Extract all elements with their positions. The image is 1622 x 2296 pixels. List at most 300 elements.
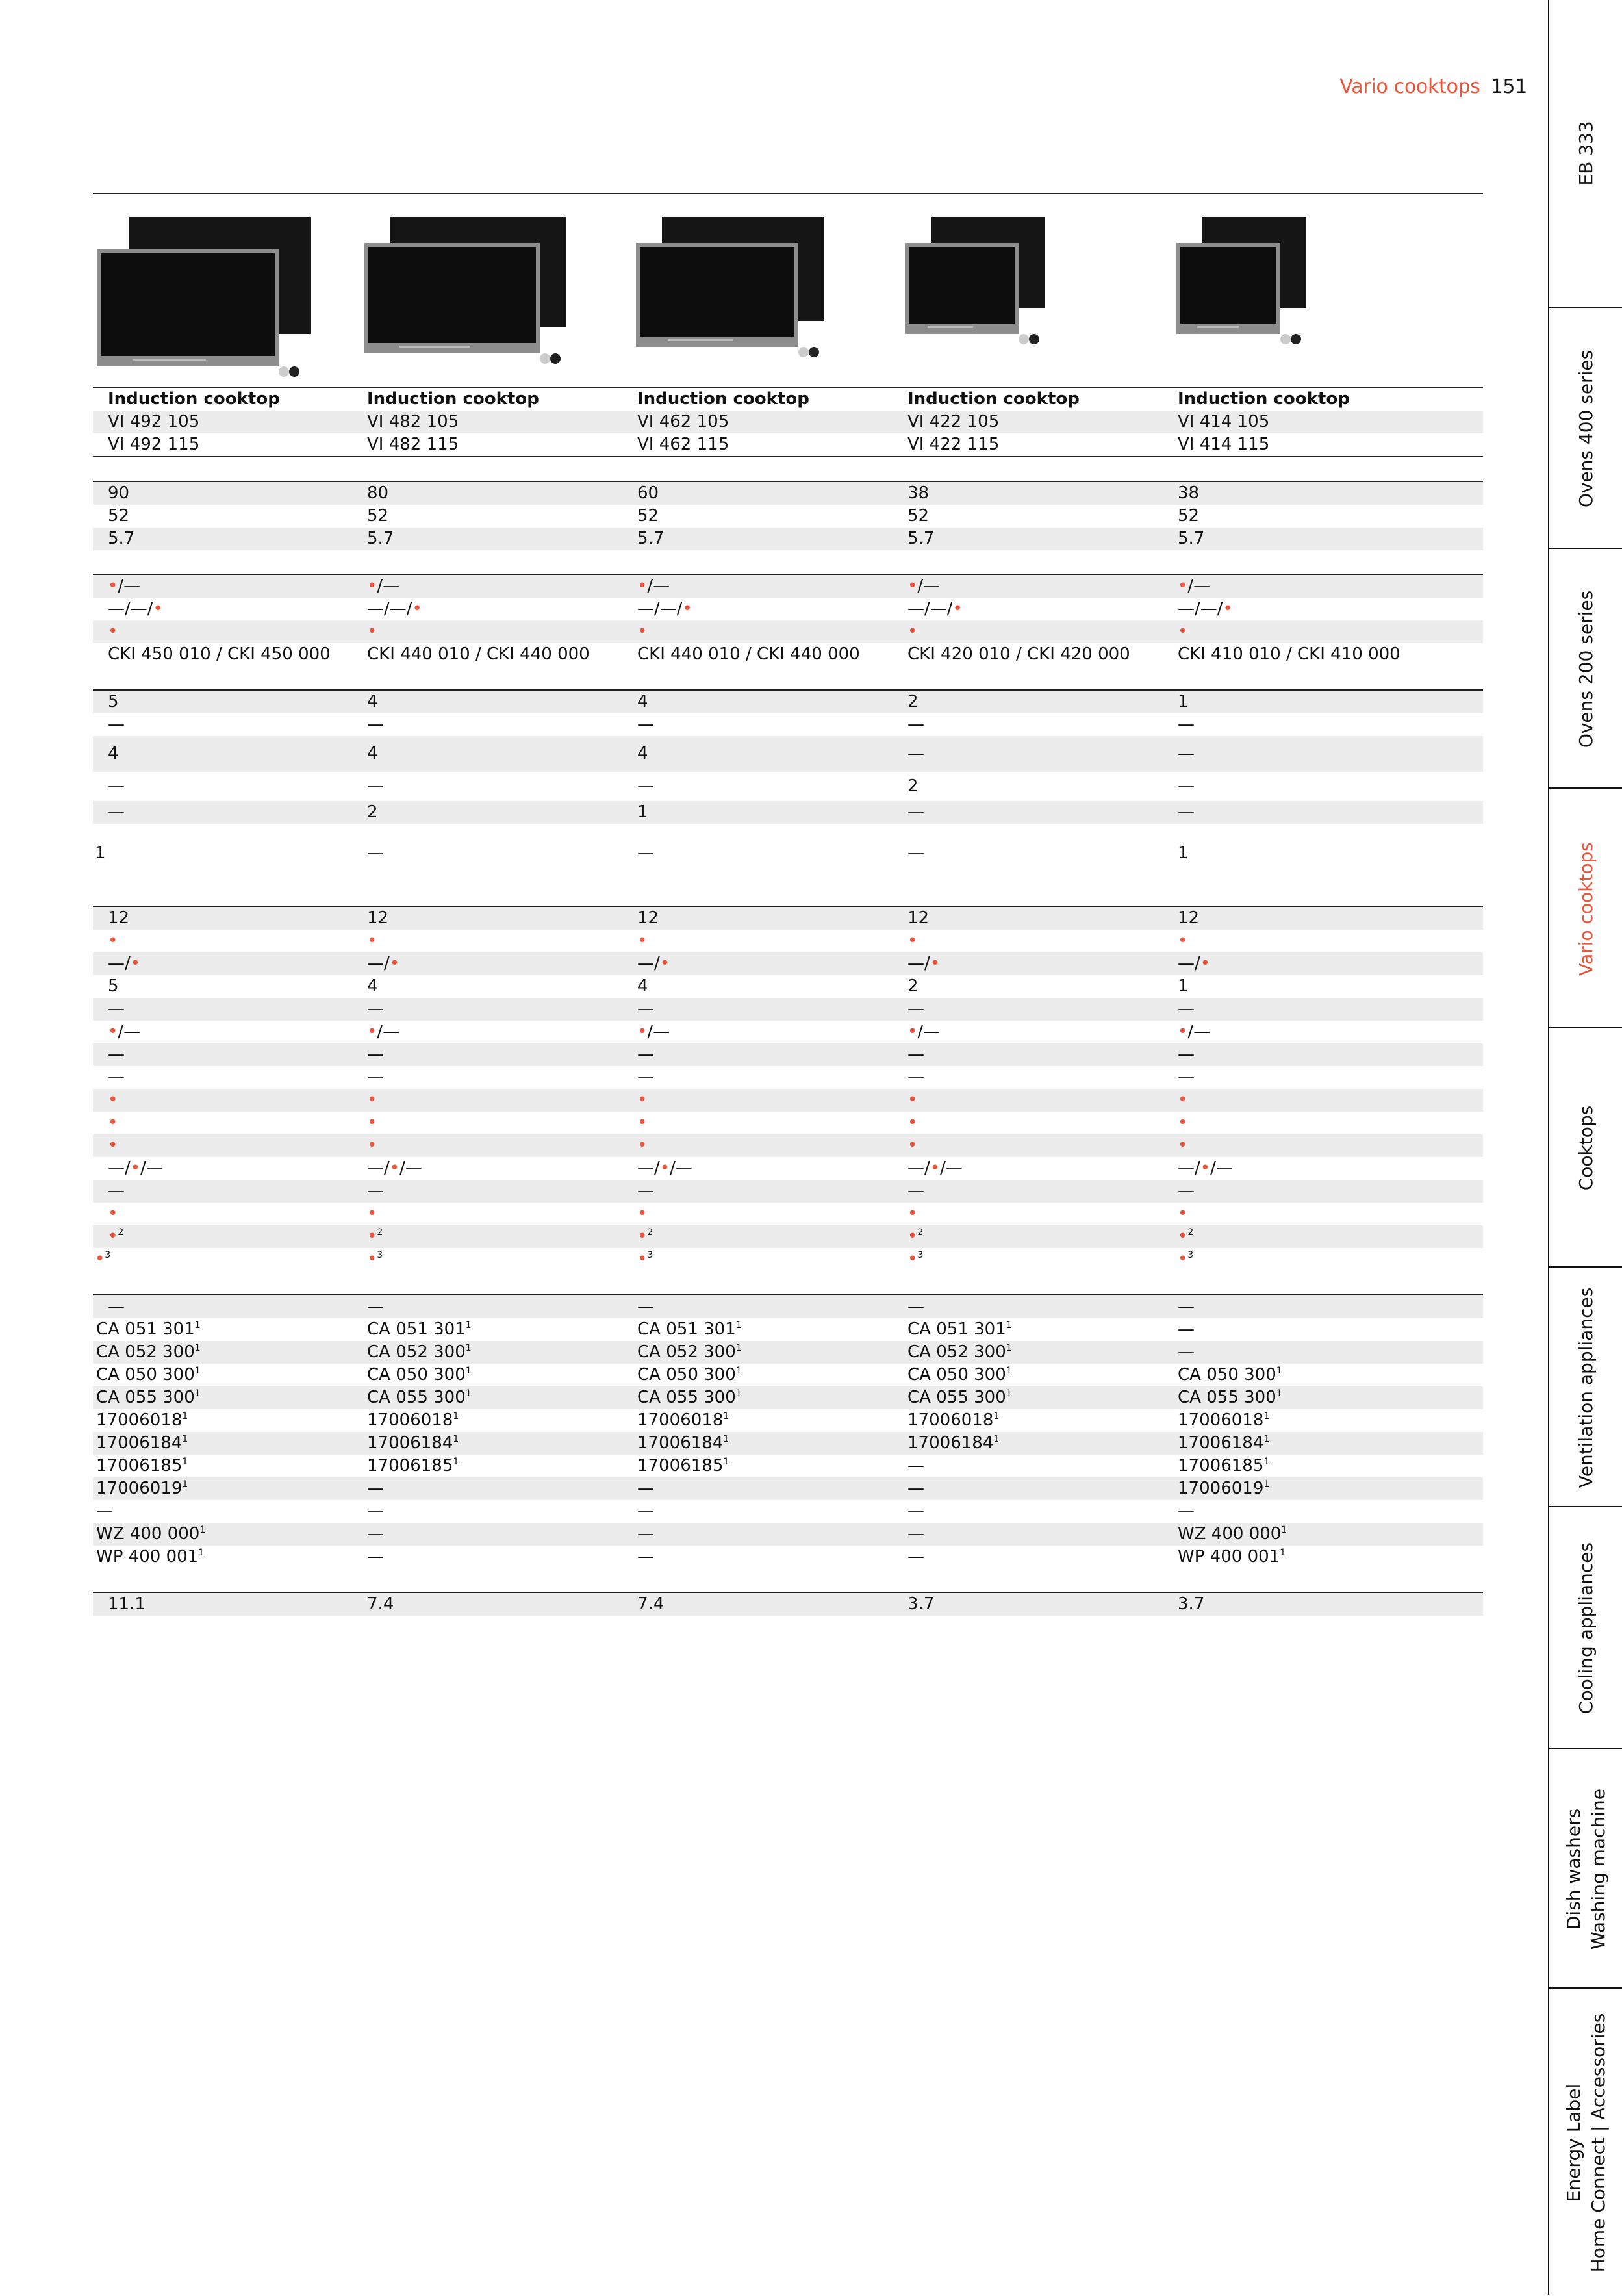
table-row (93, 1295, 1483, 1318)
table-cell: • (637, 1113, 648, 1132)
table-cell: — (1178, 802, 1195, 822)
table-cell: 12 (1178, 908, 1200, 928)
table-cell: — (367, 715, 384, 734)
table-cell: •$^2$ (1178, 1227, 1194, 1246)
table-cell: — (108, 715, 125, 734)
table-cell: — (367, 1181, 384, 1201)
table-cell: — (637, 1045, 654, 1064)
table-cell: 4 (637, 692, 648, 711)
table-cell: • (907, 1090, 918, 1110)
table-row (93, 736, 1483, 772)
table-cell: CA 052 $300^1$ (907, 1342, 1012, 1362)
table-row (93, 1021, 1483, 1043)
tab-ovens-400-series[interactable] (1549, 307, 1622, 549)
table-cell: —/• (108, 954, 141, 973)
table-cell: •$^3$ (95, 1249, 111, 1269)
table-cell: 4 (637, 976, 648, 996)
table-cell: — (637, 1297, 654, 1316)
table-cell: 12 (637, 908, 659, 928)
table-cell: CA 055 $300^1$ (1178, 1388, 1282, 1407)
table-cell: • (108, 1204, 118, 1223)
table-cell: 4 (367, 976, 378, 996)
table-row (93, 1043, 1483, 1066)
table-row (93, 1134, 1483, 1157)
table-cell: 17006018$^1$ (1178, 1410, 1270, 1430)
tab-label: Ovens 200 series (1575, 590, 1597, 748)
table-cell: Induction cooktop (637, 389, 809, 409)
table-cell: — (907, 744, 924, 763)
table-cell: 11.1 (108, 1594, 146, 1614)
table-cell: 38 (1178, 483, 1200, 503)
table-row (93, 1546, 1483, 1568)
table-cell: CA 055 $300^1$ (367, 1388, 472, 1407)
table-cell: 80 (367, 483, 389, 503)
table-cell: 4 (108, 744, 119, 763)
table-cell: 17006184$^1$ (367, 1433, 459, 1453)
table-cell: Induction cooktop (907, 389, 1080, 409)
table-cell: CA 050 $300^1$ (637, 1365, 742, 1384)
group-separator (93, 666, 1483, 691)
table-cell: — (367, 1479, 384, 1498)
table-cell: 17006018$^1$ (907, 1410, 1000, 1430)
table-cell: •$^2$ (907, 1227, 924, 1246)
table-row (93, 1203, 1483, 1225)
table-row (93, 1341, 1483, 1364)
table-row (93, 1523, 1483, 1546)
table-cell: • (367, 622, 377, 641)
spec-table (93, 193, 1483, 1616)
table-row (93, 1455, 1483, 1477)
table-cell: — (907, 843, 924, 863)
table-cell: 17006184$^1$ (907, 1433, 1000, 1453)
table-row (93, 1386, 1483, 1409)
table-cell: CA 052 $300^1$ (637, 1342, 742, 1362)
tab-label: Vario cooktops (1575, 841, 1597, 976)
table-cell: 7.4 (367, 1594, 394, 1614)
table-cell: •$^3$ (907, 1249, 924, 1269)
group-separator (93, 1568, 1483, 1593)
table-cell: 2 (907, 692, 919, 711)
table-row (93, 433, 1483, 457)
table-cell: — (907, 1501, 924, 1521)
table-row (93, 907, 1483, 930)
table-cell: — (96, 1501, 113, 1521)
table-cell: 12 (367, 908, 389, 928)
table-cell: CA 050 $300^1$ (96, 1365, 201, 1384)
group-separator (93, 457, 1483, 482)
table-row (93, 824, 1483, 882)
table-row (93, 975, 1483, 998)
table-cell: 1 (1178, 976, 1189, 996)
table-row (93, 1318, 1483, 1341)
table-cell: 2 (907, 976, 919, 996)
table-cell: 17006184$^1$ (96, 1433, 188, 1453)
table-cell: Induction cooktop (108, 389, 280, 409)
table-cell: WP 400 $001^1$ (1178, 1547, 1286, 1566)
table-cell: CA 051 $301^1$ (637, 1320, 742, 1339)
table-cell: — (1178, 999, 1195, 1019)
group-separator (93, 882, 1483, 907)
table-cell: 17006018$^1$ (637, 1410, 729, 1430)
table-cell: — (367, 1524, 384, 1544)
table-cell: — (367, 999, 384, 1019)
table-cell: • (637, 931, 648, 950)
table-cell: • (1178, 622, 1188, 641)
product-image (364, 217, 572, 373)
table-cell: •$^3$ (367, 1249, 383, 1269)
table-cell: — (108, 1181, 125, 1201)
table-cell: CA 051 $301^1$ (96, 1320, 201, 1339)
table-cell: — (907, 802, 924, 822)
table-row (93, 930, 1483, 952)
table-cell: VI 414 105 (1178, 412, 1270, 431)
table-cell: VI 492 115 (108, 435, 200, 454)
tab-label: Energy Label Home Connect | Accessories (1563, 2013, 1609, 2272)
table-cell: • (108, 622, 118, 641)
table-cell: —/•/— (1178, 1158, 1233, 1178)
table-cell: 7.4 (637, 1594, 665, 1614)
table-row (93, 1180, 1483, 1203)
table-cell: • (637, 1136, 648, 1155)
table-cell: 52 (367, 506, 389, 526)
table-cell: CA 055 $300^1$ (637, 1388, 742, 1407)
table-row (93, 388, 1483, 411)
table-cell: Induction cooktop (367, 389, 539, 409)
table-cell: • (1178, 1204, 1188, 1223)
table-cell: —/• (907, 954, 941, 973)
table-cell: CKI 410 010 / CKI 410 000 (1178, 644, 1400, 664)
table-cell: — (367, 1045, 384, 1064)
table-cell: — (108, 776, 125, 796)
table-cell: — (367, 843, 384, 863)
table-cell: 12 (907, 908, 930, 928)
table-row (93, 1248, 1483, 1271)
table-cell: —/• (367, 954, 400, 973)
table-cell: •$^3$ (637, 1249, 653, 1269)
table-cell: CA 055 $300^1$ (96, 1388, 201, 1407)
table-cell: 1 (1178, 843, 1189, 863)
product-image (636, 217, 831, 366)
table-cell: 5.7 (367, 529, 394, 548)
table-cell: CKI 420 010 / CKI 420 000 (907, 644, 1130, 664)
table-cell: — (907, 1297, 924, 1316)
table-cell: — (637, 1067, 654, 1087)
table-row (93, 1432, 1483, 1455)
table-cell: WZ 400 $000^1$ (96, 1524, 206, 1544)
table-cell: — (367, 1067, 384, 1087)
table-cell: Induction cooktop (1178, 389, 1350, 409)
table-cell: — (108, 1067, 125, 1087)
table-cell: CA 051 $301^1$ (367, 1320, 472, 1339)
table-cell: • (108, 1113, 118, 1132)
table-cell: CKI 440 010 / CKI 440 000 (637, 644, 860, 664)
table-cell: — (907, 1045, 924, 1064)
table-cell: •$^2$ (367, 1227, 383, 1246)
table-cell: •/— (1178, 576, 1211, 596)
table-cell: • (907, 622, 918, 641)
tab-eb-333[interactable] (1549, 0, 1622, 307)
table-cell: —/• (637, 954, 670, 973)
table-row (93, 575, 1483, 598)
table-cell: •/— (108, 1022, 141, 1041)
table-cell: —/—/• (637, 599, 692, 619)
tab-energy-label-home-connect-accessories[interactable] (1549, 1987, 1622, 2296)
table-cell: 17006018$^1$ (367, 1410, 459, 1430)
table-cell: —/—/• (108, 599, 163, 619)
table-cell: 5 (108, 692, 119, 711)
table-cell: CA 050 $300^1$ (907, 1365, 1012, 1384)
table-cell: — (1178, 1181, 1195, 1201)
table-cell: — (637, 1181, 654, 1201)
table-row (93, 691, 1483, 713)
table-row (93, 952, 1483, 975)
table-cell: WP 400 $001^1$ (96, 1547, 205, 1566)
page-header (1339, 75, 1527, 98)
table-cell: — (367, 1547, 384, 1566)
table-cell: • (108, 1090, 118, 1110)
table-cell: •/— (907, 1022, 941, 1041)
table-cell: • (907, 931, 918, 950)
table-cell: —/•/— (907, 1158, 963, 1178)
table-cell: —/•/— (108, 1158, 163, 1178)
table-cell: — (637, 999, 654, 1019)
table-cell: • (367, 931, 377, 950)
table-cell: •/— (637, 576, 670, 596)
table-row (93, 1225, 1483, 1248)
table-cell: VI 422 105 (907, 412, 1000, 431)
table-cell: •/— (367, 1022, 400, 1041)
tab-cooktops[interactable] (1549, 1027, 1622, 1268)
table-cell: 2 (907, 776, 919, 796)
table-cell: — (108, 1297, 125, 1316)
table-cell: —/•/— (637, 1158, 692, 1178)
table-cell: VI 414 115 (1178, 435, 1270, 454)
tab-label: Cooktops (1575, 1105, 1597, 1191)
table-cell: 4 (367, 692, 378, 711)
table-cell: 17006185$^1$ (637, 1456, 729, 1475)
table-cell: VI 462 115 (637, 435, 729, 454)
chapter-tabs (1548, 0, 1622, 2295)
table-cell: — (637, 715, 654, 734)
table-cell: • (108, 931, 118, 950)
table-cell: — (1178, 1067, 1195, 1087)
table-cell: VI 482 105 (367, 412, 459, 431)
table-row (93, 505, 1483, 528)
table-cell: CA 052 $300^1$ (96, 1342, 201, 1362)
tab-label: Ovens 400 series (1575, 350, 1597, 507)
tab-label: Ventilation appliances (1575, 1287, 1597, 1488)
table-cell: 38 (907, 483, 930, 503)
table-cell: — (108, 1045, 125, 1064)
tab-label: Dish washers Washing machine (1563, 1788, 1609, 1950)
table-cell: — (637, 776, 654, 796)
table-cell: VI 492 105 (108, 412, 200, 431)
table-cell: — (907, 1067, 924, 1087)
table-row (93, 482, 1483, 505)
table-cell: 17006019$^1$ (1178, 1479, 1270, 1498)
page-number: 151 (1490, 75, 1527, 98)
table-cell: 17006185$^1$ (96, 1456, 188, 1475)
table-row (93, 1089, 1483, 1112)
table-cell: — (367, 776, 384, 796)
table-cell: 2 (367, 802, 378, 822)
table-cell: — (1178, 744, 1195, 763)
table-cell: —/—/• (907, 599, 963, 619)
table-cell: CKI 440 010 / CKI 440 000 (367, 644, 590, 664)
table-cell: — (1178, 1297, 1195, 1316)
table-cell: 5.7 (1178, 529, 1205, 548)
table-row (93, 643, 1483, 666)
table-cell: — (108, 999, 125, 1019)
table-cell: 52 (637, 506, 659, 526)
table-cell: 3.7 (1178, 1594, 1205, 1614)
table-row (93, 998, 1483, 1021)
table-cell: —/—/• (367, 599, 422, 619)
table-cell: — (907, 1547, 924, 1566)
table-row (93, 1066, 1483, 1089)
table-cell: 1 (1178, 692, 1189, 711)
product-image (97, 217, 318, 386)
table-cell: CA 050 $300^1$ (1178, 1365, 1282, 1384)
table-cell: 60 (637, 483, 659, 503)
table-cell: — (1178, 776, 1195, 796)
table-cell: • (637, 622, 648, 641)
table-row (93, 1157, 1483, 1180)
table-cell: VI 462 105 (637, 412, 729, 431)
table-cell: — (907, 1181, 924, 1201)
table-cell: •/— (367, 576, 400, 596)
table-cell: CA 050 $300^1$ (367, 1365, 472, 1384)
table-cell: CA 051 $301^1$ (907, 1320, 1012, 1339)
table-cell: — (1178, 1045, 1195, 1064)
table-cell: 5.7 (108, 529, 135, 548)
table-row (93, 1477, 1483, 1500)
table-cell: 4 (367, 744, 378, 763)
product-image (905, 217, 1051, 353)
table-cell: •/— (907, 576, 941, 596)
table-cell: •/— (108, 576, 141, 596)
group-separator (93, 550, 1483, 575)
table-cell: 4 (637, 744, 648, 763)
table-row (93, 1364, 1483, 1386)
tab-cooling-appliances[interactable] (1549, 1506, 1622, 1749)
table-cell: — (907, 1479, 924, 1498)
table-row (93, 411, 1483, 433)
table-cell: • (367, 1090, 377, 1110)
table-cell: — (907, 1524, 924, 1544)
table-cell: 17006019$^1$ (96, 1479, 188, 1498)
table-cell: 5 (108, 976, 119, 996)
table-cell: —/•/— (367, 1158, 422, 1178)
table-cell: • (1178, 1136, 1188, 1155)
table-cell: CA 055 $300^1$ (907, 1388, 1012, 1407)
table-cell: — (367, 1501, 384, 1521)
table-row (93, 528, 1483, 550)
table-cell: — (907, 1456, 924, 1475)
table-cell: 17006184$^1$ (637, 1433, 729, 1453)
table-row (93, 713, 1483, 736)
table-cell: 17006018$^1$ (96, 1410, 188, 1430)
table-cell: • (1178, 1113, 1188, 1132)
table-cell: •$^2$ (637, 1227, 653, 1246)
table-cell: 1 (637, 802, 648, 822)
table-row (93, 801, 1483, 824)
table-cell: VI 422 115 (907, 435, 1000, 454)
product-images (93, 194, 1483, 388)
table-cell: • (367, 1204, 377, 1223)
table-cell: • (108, 1136, 118, 1155)
table-cell: —/• (1178, 954, 1211, 973)
table-cell: — (108, 802, 125, 822)
table-cell: 3.7 (907, 1594, 935, 1614)
table-cell: 12 (108, 908, 130, 928)
table-cell: • (907, 1204, 918, 1223)
table-cell: 17006184$^1$ (1178, 1433, 1270, 1453)
table-cell: •/— (637, 1022, 670, 1041)
table-cell: • (367, 1136, 377, 1155)
product-image (1176, 217, 1313, 353)
table-cell: 52 (108, 506, 130, 526)
table-row (93, 772, 1483, 801)
table-cell: • (1178, 931, 1188, 950)
table-cell: 1 (95, 843, 106, 863)
table-cell: •$^2$ (108, 1227, 124, 1246)
table-row (93, 1409, 1483, 1432)
table-cell: — (637, 1501, 654, 1521)
table-cell: 5.7 (907, 529, 935, 548)
table-cell: 52 (907, 506, 930, 526)
table-cell: WZ 400 $000^1$ (1178, 1524, 1287, 1544)
table-cell: — (1178, 1501, 1195, 1521)
table-cell: — (1178, 1342, 1195, 1362)
tab-label: EB 333 (1575, 121, 1597, 186)
table-cell: • (907, 1113, 918, 1132)
tab-vario-cooktops[interactable] (1549, 787, 1622, 1028)
tab-ventilation-appliances[interactable] (1549, 1266, 1622, 1507)
table-cell: •/— (1178, 1022, 1211, 1041)
tab-dish-washers-washing-machine[interactable] (1549, 1748, 1622, 1989)
table-cell: 17006185$^1$ (1178, 1456, 1270, 1475)
table-cell: 90 (108, 483, 130, 503)
table-cell: 52 (1178, 506, 1200, 526)
table-cell: • (637, 1090, 648, 1110)
table-row (93, 620, 1483, 643)
table-cell: VI 482 115 (367, 435, 459, 454)
table-cell: — (637, 1547, 654, 1566)
table-cell: • (367, 1113, 377, 1132)
section-title: Vario cooktops (1339, 75, 1480, 98)
table-cell: — (637, 1479, 654, 1498)
table-cell: — (907, 999, 924, 1019)
table-row (93, 1112, 1483, 1134)
tab-ovens-200-series[interactable] (1549, 548, 1622, 789)
tab-label: Cooling appliances (1575, 1542, 1597, 1715)
table-cell: — (637, 843, 654, 863)
table-cell: 5.7 (637, 529, 665, 548)
table-cell: — (907, 715, 924, 734)
table-cell: • (907, 1136, 918, 1155)
table-cell: CKI 450 010 / CKI 450 000 (108, 644, 331, 664)
spec-rows (93, 388, 1483, 1616)
table-cell: • (637, 1204, 648, 1223)
table-cell: — (1178, 715, 1195, 734)
table-cell: •$^3$ (1178, 1249, 1194, 1269)
table-cell: 17006185$^1$ (367, 1456, 459, 1475)
table-row (93, 1593, 1483, 1616)
table-row (93, 1500, 1483, 1523)
table-cell: —/—/• (1178, 599, 1233, 619)
table-cell: • (1178, 1090, 1188, 1110)
